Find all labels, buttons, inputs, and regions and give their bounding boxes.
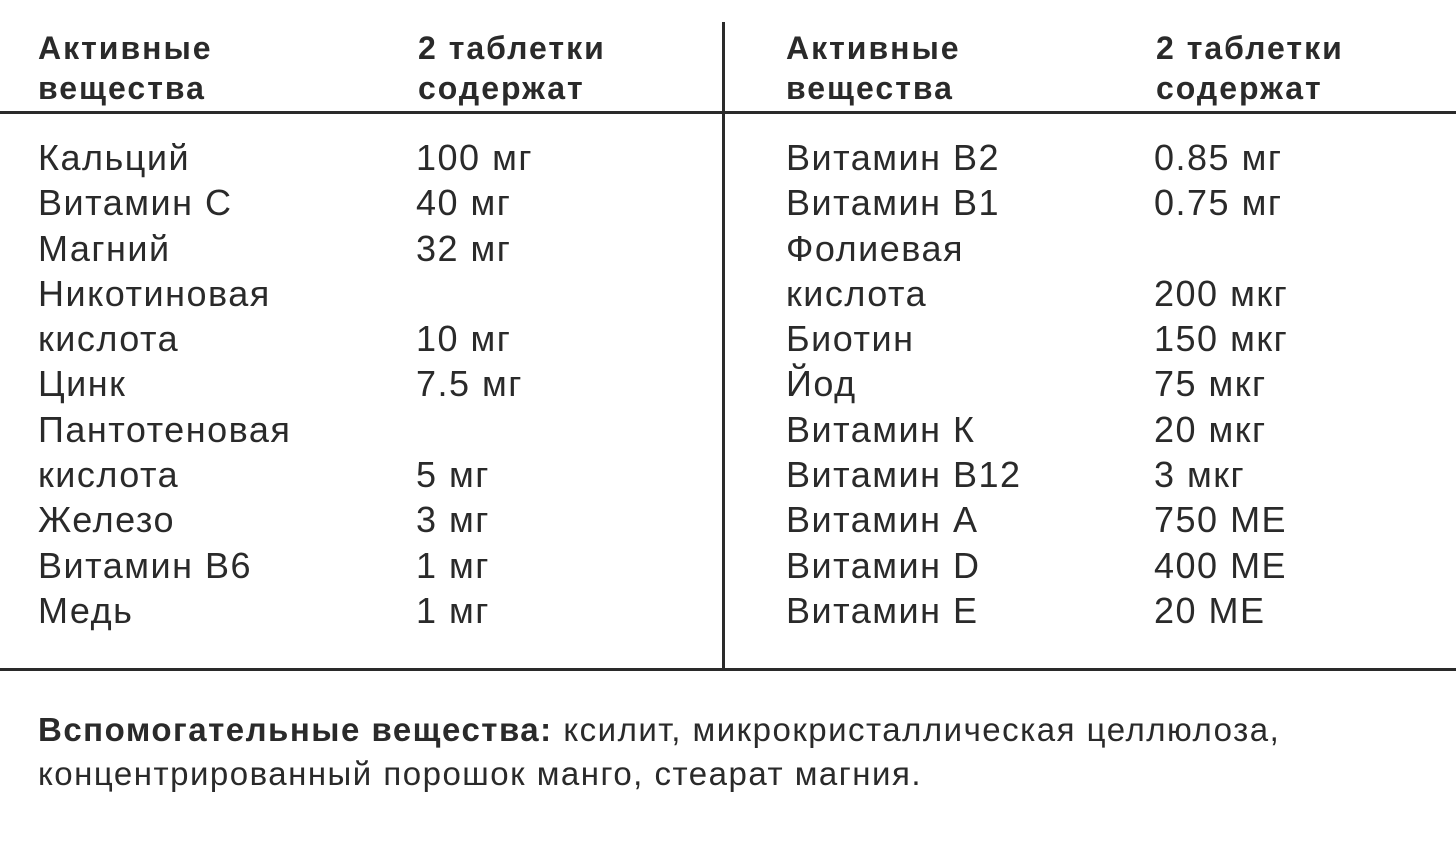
substance-name: Пантотеновая — [38, 408, 292, 450]
left-header-amount: 2 таблетки содержат — [418, 30, 606, 106]
substance-amount: 1 мг — [416, 544, 490, 586]
table-row — [38, 180, 533, 225]
substance-amount: 0.75 мг — [1154, 182, 1283, 224]
table-row — [38, 588, 533, 633]
substance-name: кислота — [38, 318, 180, 360]
substance-name: Медь — [38, 589, 134, 631]
left-composition-table — [38, 135, 533, 633]
substance-amount: 1 мг — [416, 589, 490, 631]
substance-name: Никотиновая — [38, 272, 271, 314]
table-row — [786, 135, 1288, 180]
substance-amount: 150 мкг — [1154, 318, 1289, 360]
table-row — [786, 588, 1288, 633]
right-header-substances: Активные вещества — [786, 30, 961, 106]
substance-name: Железо — [38, 499, 175, 541]
table-row — [786, 180, 1288, 225]
excipients-note — [38, 708, 1438, 796]
substance-amount: 75 мкг — [1154, 363, 1267, 405]
left-header-substances: Активные вещества — [38, 30, 213, 106]
substance-name: Витамин В6 — [38, 544, 253, 586]
substance-amount: 200 мкг — [1154, 272, 1289, 314]
table-row — [786, 407, 1288, 452]
table-row — [786, 361, 1288, 406]
substance-name: Витамин В12 — [786, 454, 1022, 496]
substance-amount: 7.5 мг — [416, 363, 523, 405]
substance-name: кислота — [38, 454, 180, 496]
header-divider — [0, 111, 1456, 114]
substance-name: Витамин С — [38, 182, 233, 224]
excipients-label: Вспомогательные вещества: — [38, 711, 553, 748]
right-composition-table — [786, 135, 1288, 633]
substance-name: Витамин Е — [786, 589, 979, 631]
column-divider — [722, 22, 725, 670]
substance-amount: 20 мкг — [1154, 408, 1267, 450]
table-row — [38, 497, 533, 542]
substance-name: Кальций — [38, 137, 191, 178]
substance-amount: 40 мг — [416, 182, 512, 224]
substance-name: Витамин В1 — [786, 182, 1001, 224]
substance-amount: 400 МЕ — [1154, 544, 1288, 586]
right-header-amount: 2 таблетки содержат — [1156, 30, 1344, 106]
substance-name: Витамин В2 — [786, 137, 1001, 178]
table-row — [786, 316, 1288, 361]
substance-name: Фолиевая — [786, 227, 964, 269]
substance-amount: 750 МЕ — [1154, 499, 1288, 541]
substance-name: Цинк — [38, 363, 127, 405]
table-row — [786, 543, 1288, 588]
substance-amount: 100 мг — [416, 137, 533, 178]
substance-amount: 0.85 мг — [1154, 137, 1283, 178]
substance-amount: 3 мкг — [1154, 454, 1246, 496]
table-row — [786, 271, 1288, 316]
substance-name: Йод — [786, 363, 857, 405]
substance-amount: 20 МЕ — [1154, 589, 1266, 631]
substance-amount: 32 мг — [416, 227, 512, 269]
substance-name: Биотин — [786, 318, 915, 360]
substance-amount: 5 мг — [416, 454, 490, 496]
table-row — [38, 543, 533, 588]
table-row — [38, 407, 533, 452]
substance-amount: 10 мг — [416, 318, 512, 360]
table-row — [38, 271, 533, 316]
table-row — [38, 135, 533, 180]
table-row — [38, 316, 533, 361]
substance-name: Витамин D — [786, 544, 981, 586]
excipients-text: ксилит, микрокристаллическая целлюлоза, концентрированный порошок манго, стеарат магния. — [38, 711, 1281, 792]
substance-name: Витамин А — [786, 499, 979, 541]
table-row — [38, 361, 533, 406]
table-row — [786, 226, 1288, 271]
substance-name: Магний — [38, 227, 171, 269]
substance-amount: 3 мг — [416, 499, 490, 541]
table-row — [786, 497, 1288, 542]
substance-name: кислота — [786, 272, 928, 314]
table-row — [38, 452, 533, 497]
table-row — [786, 452, 1288, 497]
table-bottom-divider — [0, 668, 1456, 671]
substance-name: Витамин К — [786, 408, 976, 450]
table-row — [38, 226, 533, 271]
